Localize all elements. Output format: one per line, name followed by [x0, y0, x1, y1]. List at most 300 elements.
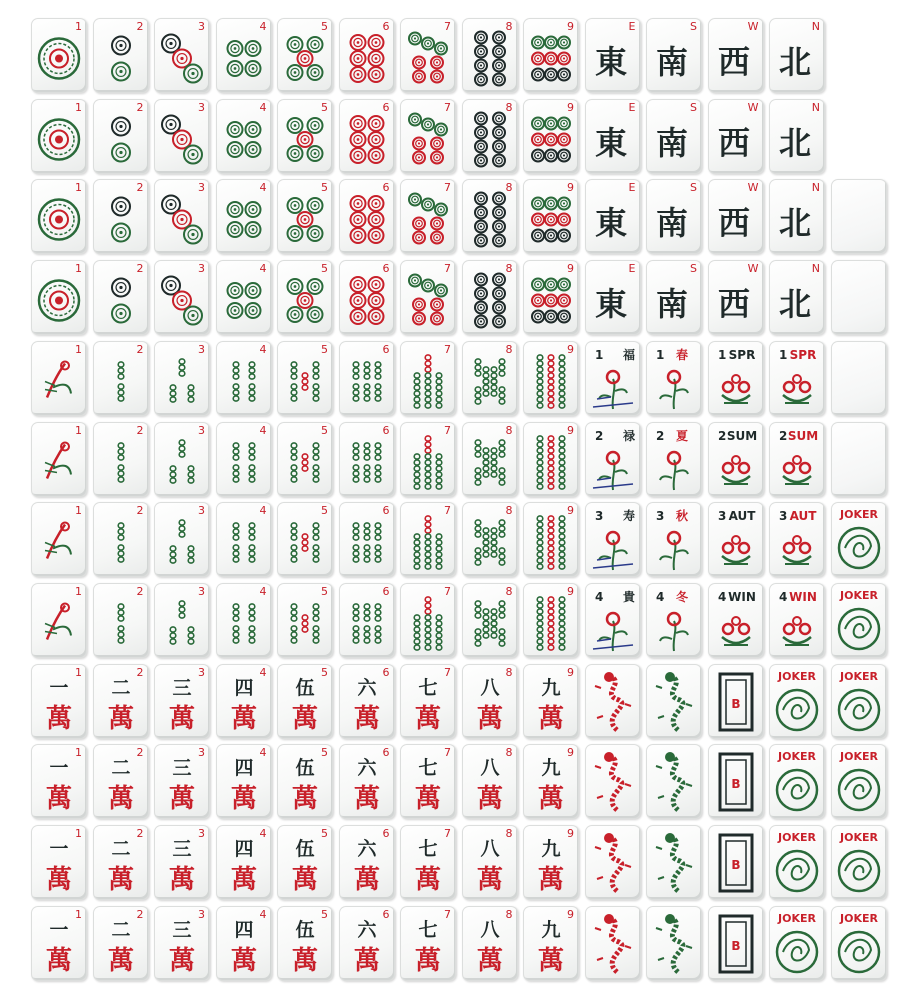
tile-circle-1 [31, 179, 87, 254]
tile-index-label: 6 [382, 584, 390, 598]
svg-text:四: 四 [233, 676, 254, 699]
flower-number: 1 [717, 347, 726, 362]
svg-text:萬: 萬 [353, 945, 380, 976]
tile-index-label: 4 [259, 423, 267, 437]
tile-index-label: 2 [136, 584, 144, 598]
tile-season-1a [708, 341, 764, 416]
tile-circle-7 [400, 260, 456, 335]
svg-text:七: 七 [418, 676, 438, 699]
flower-number: 2 [779, 428, 788, 443]
tile-index-label: 8 [505, 504, 513, 518]
tile-face-joker [831, 825, 887, 900]
tile-crak-4 [216, 744, 272, 819]
flower-char: 冬 [675, 589, 689, 604]
tile-index-label: W [747, 20, 759, 33]
tile-face-season-2b [769, 422, 825, 497]
tile-index-label: 3 [198, 827, 205, 840]
tile-index-label: W [747, 100, 759, 114]
tile-index-label: 7 [444, 262, 451, 276]
tile-circle-9 [523, 18, 579, 93]
tile-index-label: S [690, 20, 697, 33]
tile-index-label: 5 [321, 262, 328, 276]
svg-text:一: 一 [49, 676, 69, 699]
tile-flower-2b [646, 422, 702, 497]
svg-text:萬: 萬 [291, 865, 319, 895]
tile-circle-6 [339, 18, 395, 93]
tile-face-joker [769, 825, 825, 900]
svg-text:二: 二 [110, 757, 131, 780]
tile-circle-7 [400, 99, 456, 174]
svg-text:七: 七 [418, 757, 438, 780]
tile-index-label: 3 [198, 342, 205, 356]
tile-crak-8 [462, 825, 518, 900]
tile-index-label: 8 [505, 665, 513, 679]
flower-number: 1 [779, 347, 788, 362]
tile-index-label: 4 [259, 504, 267, 518]
tile-crak-4 [216, 664, 272, 739]
tile-index-label: 7 [444, 827, 451, 840]
tile-crak-2 [93, 906, 149, 981]
svg-text:東: 東 [594, 285, 627, 324]
tile-wind-south [646, 18, 702, 93]
season-label: AUT [728, 509, 755, 524]
svg-text:萬: 萬 [230, 945, 257, 976]
tile-bam-1 [31, 341, 87, 416]
tile-bam-4 [216, 583, 272, 658]
svg-text:萬: 萬 [537, 703, 565, 734]
flower-number: 3 [717, 509, 726, 524]
tile-index-label: 8 [505, 746, 513, 760]
tile-dragon-green [646, 744, 702, 819]
tile-joker [769, 825, 825, 900]
tile-bam-8 [462, 583, 518, 658]
tile-index-label: 2 [136, 746, 144, 760]
flower-number: 4 [656, 589, 665, 604]
tile-blank [831, 260, 887, 335]
season-label: AUT [789, 509, 817, 524]
tile-index-label: 7 [444, 342, 451, 356]
svg-text:三: 三 [172, 676, 192, 699]
tile-index-label: 9 [567, 100, 574, 114]
tile-crak-5 [277, 664, 333, 739]
tile-circle-2 [93, 260, 149, 335]
tile-index-label: 3 [198, 20, 205, 33]
tile-bam-4 [216, 341, 272, 416]
tile-index-label: 5 [321, 181, 328, 195]
tile-bam-2 [93, 341, 149, 416]
svg-text:伍: 伍 [295, 838, 315, 860]
tile-crak-5 [277, 744, 333, 819]
svg-text:萬: 萬 [353, 865, 380, 895]
tile-index-label: 8 [505, 262, 513, 276]
svg-text:B: B [730, 858, 741, 872]
svg-text:萬: 萬 [476, 703, 503, 734]
svg-text:一: 一 [49, 757, 69, 780]
tile-joker [769, 664, 825, 739]
tile-face-flower-1a [585, 341, 641, 416]
tile-index-label: 4 [259, 665, 267, 679]
tile-index-label: 2 [136, 504, 144, 518]
tile-wind-east [585, 260, 641, 335]
flower-number: 2 [656, 428, 665, 443]
tile-index-label: E [628, 262, 636, 276]
tile-crak-8 [462, 744, 518, 819]
tile-index-label: 8 [505, 181, 513, 195]
tile-flower-2a [585, 422, 641, 497]
svg-text:東: 東 [594, 43, 627, 81]
tile-index-label: 2 [136, 907, 144, 921]
tile-face-flower-2a [585, 422, 641, 497]
svg-text:B: B [730, 938, 741, 953]
tile-circle-4 [216, 179, 272, 254]
tile-index-label: N [811, 20, 820, 33]
tile-crak-1 [31, 664, 87, 739]
tile-face-season-1b [769, 341, 825, 416]
tile-index-label: 4 [259, 827, 267, 840]
tile-index-label: 7 [444, 746, 451, 760]
tile-face-dragon-white [708, 664, 764, 739]
tile-crak-8 [462, 664, 518, 739]
tile-index-label: 3 [198, 746, 205, 760]
svg-text:萬: 萬 [168, 703, 196, 734]
tile-bam-6 [339, 502, 395, 577]
svg-text:四: 四 [233, 838, 254, 860]
tile-circle-7 [400, 179, 456, 254]
tile-dragon-green [646, 825, 702, 900]
tile-index-label: 2 [136, 827, 144, 840]
tile-index-label: 9 [567, 423, 574, 437]
flower-number: 4 [779, 589, 788, 604]
joker-label: JOKER [839, 750, 878, 764]
tile-wind-west [708, 260, 764, 335]
svg-text:萬: 萬 [476, 865, 503, 895]
tile-circle-5 [277, 99, 333, 174]
tile-index-label: 6 [382, 504, 390, 518]
tile-face-season-4b [769, 583, 825, 658]
tile-index-label: 5 [321, 827, 328, 840]
tile-bam-9 [523, 341, 579, 416]
tile-index-label: 1 [75, 584, 82, 598]
tile-dragon-red [585, 906, 641, 981]
joker-label: JOKER [778, 750, 816, 764]
tile-index-label: 1 [75, 907, 82, 921]
tile-index-label: 1 [75, 100, 82, 114]
tile-index-label: 7 [444, 665, 451, 679]
tile-circle-8 [462, 18, 518, 93]
tile-index-label: 6 [382, 100, 390, 114]
tile-crak-2 [93, 664, 149, 739]
tile-bam-1 [31, 422, 87, 497]
svg-text:萬: 萬 [291, 945, 319, 976]
tile-face-dragon-green [646, 744, 702, 819]
joker-label: JOKER [778, 669, 816, 683]
tile-flower-1a [585, 341, 641, 416]
svg-text:萬: 萬 [414, 865, 442, 895]
tile-index-label: 9 [567, 20, 574, 33]
tile-circle-9 [523, 179, 579, 254]
tile-index-label: 1 [75, 342, 82, 356]
tile-face-flower-3b [646, 502, 702, 577]
tile-index-label: 6 [382, 181, 390, 195]
tile-face-dragon-white [708, 825, 764, 900]
svg-text:三: 三 [172, 918, 192, 941]
tile-face-joker [769, 744, 825, 819]
joker-label: JOKER [839, 508, 878, 522]
svg-text:一: 一 [49, 918, 69, 941]
tile-wind-west [708, 99, 764, 174]
tile-circle-1 [31, 260, 87, 335]
tile-bam-7 [400, 341, 456, 416]
tile-index-label: 2 [136, 262, 144, 276]
svg-text:萬: 萬 [291, 703, 319, 734]
tile-wind-west [708, 18, 764, 93]
tile-index-label: 9 [567, 665, 574, 679]
tile-circle-3 [154, 179, 210, 254]
tile-bam-9 [523, 502, 579, 577]
tile-index-label: 8 [505, 342, 513, 356]
tile-crak-4 [216, 906, 272, 981]
season-label: SPR [728, 347, 755, 362]
svg-text:伍: 伍 [295, 676, 315, 699]
tile-index-label: 7 [444, 100, 451, 114]
flower-number: 4 [717, 589, 726, 604]
tile-circle-6 [339, 260, 395, 335]
tile-season-4a [708, 583, 764, 658]
tile-index-label: 9 [567, 181, 574, 195]
tile-bam-6 [339, 583, 395, 658]
svg-text:八: 八 [479, 757, 500, 780]
flower-char: 寿 [622, 509, 635, 524]
tile-crak-3 [154, 906, 210, 981]
tile-index-label: 9 [567, 827, 574, 840]
svg-text:萬: 萬 [414, 703, 442, 734]
tile-circle-8 [462, 260, 518, 335]
tile-face-flower-3a [585, 502, 641, 577]
tile-face-season-3a [708, 502, 764, 577]
tile-crak-9 [523, 906, 579, 981]
svg-text:三: 三 [172, 757, 192, 780]
tile-circle-4 [216, 260, 272, 335]
tile-index-label: 8 [505, 423, 513, 437]
svg-text:北: 北 [778, 123, 812, 162]
tile-index-label: 8 [505, 907, 513, 921]
joker-label: JOKER [839, 831, 878, 844]
tile-face-flower-1b [646, 341, 702, 416]
tile-crak-5 [277, 906, 333, 981]
tile-flower-3b [646, 502, 702, 577]
tile-circle-3 [154, 260, 210, 335]
svg-text:八: 八 [479, 838, 500, 860]
tile-bam-3 [154, 502, 210, 577]
tile-index-label: 3 [198, 181, 205, 195]
tile-circle-8 [462, 179, 518, 254]
tile-season-4b [769, 583, 825, 658]
tile-index-label: 1 [75, 181, 82, 195]
tile-index-label: 2 [136, 181, 144, 195]
tile-face-dragon-red [585, 664, 641, 739]
tile-joker [831, 906, 887, 981]
svg-text:東: 東 [594, 123, 627, 162]
tile-crak-2 [93, 825, 149, 900]
tile-index-label: 6 [382, 423, 390, 437]
tile-bam-5 [277, 583, 333, 658]
svg-text:東: 東 [594, 204, 627, 243]
tile-index-label: 3 [198, 100, 205, 114]
tile-index-label: E [628, 181, 636, 195]
tile-index-label: 5 [321, 907, 328, 921]
flower-number: 1 [656, 347, 665, 362]
tile-season-3b [769, 502, 825, 577]
svg-text:萬: 萬 [45, 945, 73, 976]
tile-index-label: N [811, 100, 820, 114]
svg-text:一: 一 [49, 838, 69, 860]
tile-index-label: N [811, 262, 820, 276]
tile-index-label: 5 [321, 20, 328, 33]
tile-dragon-red [585, 825, 641, 900]
tile-index-label: 5 [321, 100, 328, 114]
tile-index-label: 5 [321, 423, 328, 437]
flower-char: 貴 [622, 589, 635, 604]
tile-circle-8 [462, 99, 518, 174]
tile-circle-3 [154, 99, 210, 174]
tile-index-label: 8 [505, 20, 513, 33]
tile-index-label: 1 [75, 20, 82, 33]
svg-text:九: 九 [541, 757, 561, 780]
flower-number: 4 [594, 589, 603, 604]
season-label: SUM [787, 428, 819, 443]
svg-text:萬: 萬 [537, 865, 565, 895]
svg-text:萬: 萬 [107, 784, 134, 815]
tile-bam-8 [462, 502, 518, 577]
season-label: WIN [789, 589, 817, 604]
joker-label: JOKER [839, 588, 878, 602]
tile-joker [831, 583, 887, 658]
tile-crak-3 [154, 744, 210, 819]
tile-crak-6 [339, 825, 395, 900]
svg-text:南: 南 [655, 204, 689, 243]
tile-crak-9 [523, 825, 579, 900]
flower-char: 秋 [675, 509, 689, 524]
svg-text:北: 北 [778, 43, 812, 81]
tile-circle-2 [93, 179, 149, 254]
tile-circle-9 [523, 99, 579, 174]
tile-crak-6 [339, 664, 395, 739]
svg-text:七: 七 [418, 918, 438, 941]
tile-face-flower-4a [585, 583, 641, 658]
tile-index-label: 6 [382, 20, 390, 33]
joker-label: JOKER [839, 911, 878, 925]
tile-index-label: W [747, 181, 759, 195]
tile-face-season-2a [708, 422, 764, 497]
tile-crak-7 [400, 825, 456, 900]
tile-crak-3 [154, 664, 210, 739]
tile-season-3a [708, 502, 764, 577]
svg-text:萬: 萬 [168, 945, 196, 976]
tile-bam-6 [339, 341, 395, 416]
svg-text:北: 北 [778, 285, 812, 324]
tile-bam-6 [339, 422, 395, 497]
tile-face-joker [831, 502, 887, 577]
tile-dragon-white [708, 825, 764, 900]
tile-index-label: 3 [198, 262, 205, 276]
tile-flower-1b [646, 341, 702, 416]
tile-bam-5 [277, 502, 333, 577]
tile-circle-1 [31, 18, 87, 93]
flower-number: 3 [656, 509, 665, 524]
tile-index-label: 6 [382, 665, 390, 679]
tile-bam-7 [400, 502, 456, 577]
tile-wind-south [646, 260, 702, 335]
tile-index-label: 6 [382, 827, 390, 840]
tile-circle-4 [216, 99, 272, 174]
tile-index-label: E [628, 100, 636, 114]
tile-crak-1 [31, 744, 87, 819]
tile-season-1b [769, 341, 825, 416]
svg-text:萬: 萬 [45, 784, 73, 815]
tile-bam-4 [216, 502, 272, 577]
tile-face-joker [831, 664, 887, 739]
svg-text:萬: 萬 [230, 865, 257, 895]
svg-text:六: 六 [356, 676, 377, 699]
tile-circle-6 [339, 99, 395, 174]
tile-crak-7 [400, 906, 456, 981]
svg-text:萬: 萬 [353, 784, 380, 815]
svg-text:萬: 萬 [168, 865, 196, 895]
tile-index-label: 2 [136, 342, 144, 356]
tile-index-label: 2 [136, 665, 144, 679]
svg-text:西: 西 [717, 123, 750, 162]
tile-bam-3 [154, 583, 210, 658]
tile-blank [831, 422, 887, 497]
tile-dragon-red [585, 744, 641, 819]
svg-text:北: 北 [778, 204, 812, 243]
tile-season-2a [708, 422, 764, 497]
svg-text:西: 西 [717, 204, 750, 243]
tile-crak-8 [462, 906, 518, 981]
tile-face-dragon-white [708, 744, 764, 819]
svg-text:萬: 萬 [353, 703, 380, 734]
tile-flower-4b [646, 583, 702, 658]
tile-index-label: 6 [382, 907, 390, 921]
flower-char: 福 [622, 347, 635, 362]
svg-text:南: 南 [655, 43, 689, 81]
tile-circle-5 [277, 260, 333, 335]
tile-circle-7 [400, 18, 456, 93]
tile-face-joker [831, 583, 887, 658]
tile-bam-2 [93, 583, 149, 658]
svg-text:伍: 伍 [295, 918, 315, 941]
tile-crak-6 [339, 906, 395, 981]
tile-index-label: 3 [198, 584, 205, 598]
tile-index-label: 9 [567, 262, 574, 276]
tile-face-joker [831, 906, 887, 981]
svg-text:西: 西 [717, 285, 750, 324]
tile-index-label: E [628, 20, 636, 33]
flower-number: 2 [594, 428, 603, 443]
tile-index-label: 3 [198, 504, 205, 518]
tile-face-flower-4b [646, 583, 702, 658]
season-label: SUM [726, 428, 757, 443]
svg-text:二: 二 [110, 676, 131, 699]
flower-number: 1 [594, 347, 603, 362]
tile-face-dragon-red [585, 744, 641, 819]
svg-text:萬: 萬 [45, 703, 73, 734]
tile-wind-north [769, 18, 825, 93]
flower-number: 3 [594, 509, 603, 524]
tile-dragon-white [708, 744, 764, 819]
tile-index-label: 3 [198, 423, 205, 437]
tile-face-dragon-green [646, 664, 702, 739]
